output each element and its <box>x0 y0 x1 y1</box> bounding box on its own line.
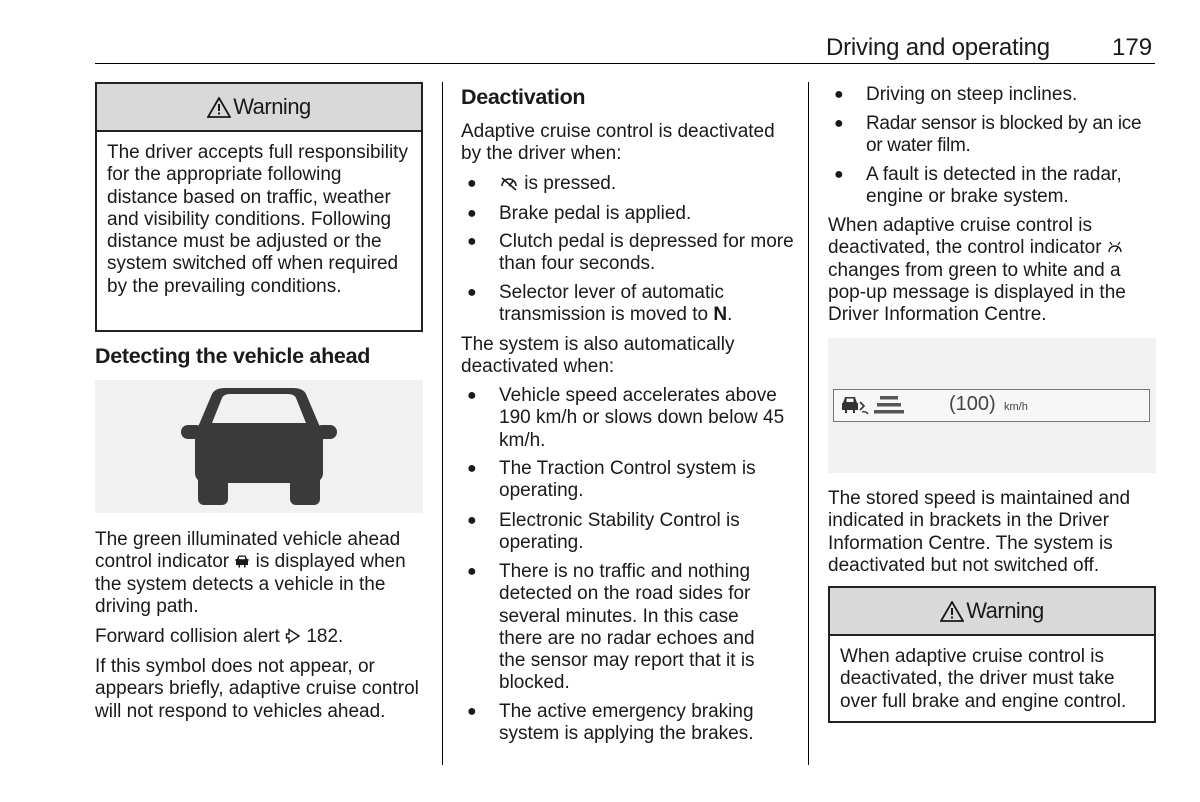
bullet-dot: ● <box>467 512 477 529</box>
list-item-text: Driving on steep inclines. <box>866 84 1078 105</box>
paragraph: The system is also automatically deactivated when: <box>461 334 735 378</box>
list-item-text: Clutch pedal is depressed for more than four seconds. <box>499 231 794 275</box>
paragraph-text: 182. <box>301 626 344 647</box>
warning-text: When adaptive cruise control is deactivated, the driver must take over full brake and engine control. <box>840 646 1127 712</box>
bullet-dot: ● <box>467 175 477 192</box>
bullet-dot: ● <box>467 205 477 222</box>
list-item <box>461 231 796 277</box>
column-divider <box>442 82 443 765</box>
warning-title: Warning <box>233 94 311 119</box>
bullet-dot: ● <box>467 284 477 301</box>
warning-header <box>830 588 1154 636</box>
following-distance-icon <box>874 394 906 416</box>
heading-detecting-vehicle: Detecting the vehicle ahead <box>95 344 371 368</box>
bullet-dot: ● <box>467 387 477 404</box>
bullet-dot: ● <box>467 563 477 580</box>
warning-triangle-icon <box>207 97 231 118</box>
list-item <box>461 561 796 696</box>
list-item <box>461 458 796 504</box>
paragraph-text: changes from green to white and a pop-up message is displayed in the Driver Information Centre. <box>828 259 1126 326</box>
list-item <box>828 164 1158 210</box>
paragraph: The stored speed is maintained and indicated in brackets in the Driver Information Centre. The system is deactivated but not switched off. <box>828 488 1131 576</box>
gear-position-label: N <box>713 304 728 326</box>
section-title: Driving and operating <box>826 34 1050 61</box>
header-divider <box>95 63 1155 64</box>
display-bar <box>833 389 1150 422</box>
paragraph <box>95 529 425 618</box>
list-item <box>461 510 796 556</box>
list-item <box>461 173 796 196</box>
paragraph-text: The green illuminated vehicle ahead control indicator <box>95 529 401 573</box>
list-item-text: Selector lever of automatic transmission is moved to <box>499 282 724 326</box>
list-item-text: Vehicle speed accelerates above 190 km/h or slows down below 45 km/h. <box>499 385 785 451</box>
bullet-dot: ● <box>467 233 477 250</box>
list-item-text: The active emergency braking system is applying the brakes. <box>499 701 754 745</box>
list-item <box>461 701 796 747</box>
bullet-dot: ● <box>834 86 844 103</box>
list-item-text: The Traction Control system is operating. <box>499 458 756 502</box>
list-item <box>828 84 1158 107</box>
bullet-dot: ● <box>467 460 477 477</box>
paragraph-text: Forward collision alert <box>95 626 286 647</box>
paragraph-text: When adaptive cruise control is deactivated, the control indicator <box>828 215 1107 259</box>
paragraph: If this symbol does not appear, or appears briefly, adaptive cruise control will not respond to vehicles ahead. <box>95 656 419 722</box>
warning-text: The driver accepts full responsibility for the appropriate following distance based on traffic, weather and visibility conditions. Following distance must be adjusted or the system switched off when required by the prevailing conditions. <box>107 142 408 297</box>
list-item-text: Radar sensor is blocked by an ice or water film. <box>866 113 1142 157</box>
list-item-content <box>499 282 789 327</box>
list-item-text: There is no traffic and nothing detected on the road sides for several minutes. In this case there are no radar echoes and the sensor may report that it is blocked. <box>499 561 755 694</box>
list-item-text: is pressed. <box>519 173 617 194</box>
list-item-text: A fault is detected in the radar, engine or brake system. <box>866 164 1122 208</box>
cruise-cancel-icon <box>499 175 519 191</box>
warning-title: Warning <box>966 598 1044 623</box>
heading-deactivation: Deactivation <box>461 85 586 109</box>
list-item <box>461 385 796 453</box>
warning-box <box>828 586 1156 723</box>
paragraph-text: is displayed when the system detects a vehicle in the driving path. <box>95 551 406 617</box>
warning-triangle-icon <box>940 601 964 622</box>
cruise-control-indicator-icon <box>1107 241 1123 255</box>
page-number: 179 <box>1112 34 1153 61</box>
adaptive-cruise-vehicle-icon <box>840 393 870 418</box>
bullet-dot: ● <box>834 166 844 183</box>
paragraph <box>95 626 425 648</box>
bullet-dot: ● <box>467 703 477 720</box>
car-front-icon <box>95 380 423 513</box>
stored-speed-value: (100) <box>949 393 996 415</box>
warning-box <box>95 82 423 332</box>
bullet-dot: ● <box>834 115 844 132</box>
vehicle-ahead-icon <box>234 554 250 569</box>
column-divider <box>808 82 809 765</box>
cross-reference-arrow-icon <box>285 628 301 644</box>
paragraph <box>828 215 1158 326</box>
speed-unit: km/h <box>1004 401 1028 413</box>
list-item <box>461 203 796 226</box>
list-item-text: Brake pedal is applied. <box>499 203 692 224</box>
list-item-text: Electronic Stability Control is operating. <box>499 510 740 554</box>
driver-information-centre-display <box>828 338 1156 473</box>
list-item-text: . <box>727 304 733 326</box>
paragraph: Adaptive cruise control is deactivated by the driver when: <box>461 121 775 165</box>
list-item <box>461 282 796 328</box>
vehicle-ahead-illustration <box>95 380 423 513</box>
list-item-content <box>499 173 616 195</box>
warning-header <box>97 84 421 132</box>
list-item <box>828 113 1158 159</box>
